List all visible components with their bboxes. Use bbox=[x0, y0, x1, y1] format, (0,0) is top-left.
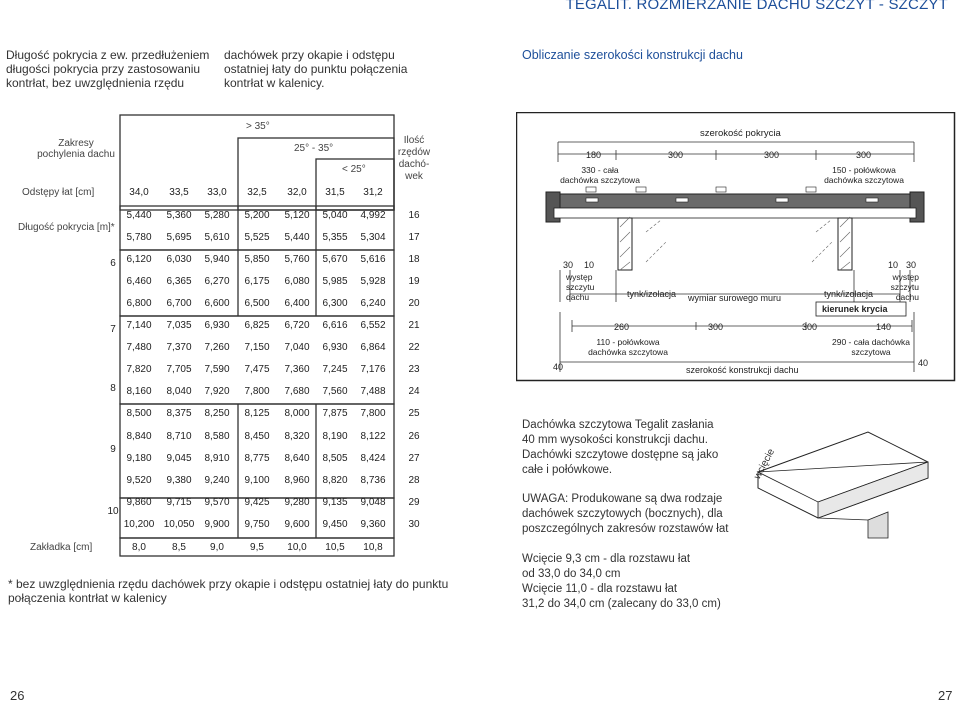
table-cell: 10,050 bbox=[163, 519, 195, 530]
top-left-line: dachówka szczytowa bbox=[560, 175, 640, 185]
row-count: 25 bbox=[408, 408, 420, 419]
table-cell: 6,080 bbox=[284, 276, 310, 287]
zakladka-value: 9,0 bbox=[210, 542, 224, 553]
desc1-line: 40 mm wysokości konstrukcji dachu. bbox=[522, 434, 708, 446]
table-cell: 6,700 bbox=[166, 298, 192, 309]
section-title: Obliczanie szerokości konstrukcji dachu bbox=[522, 48, 743, 62]
table-cell: 6,930 bbox=[322, 342, 348, 353]
bottom-dim: 260 bbox=[614, 322, 630, 332]
footnote bbox=[8, 577, 448, 605]
group-label: 8 bbox=[110, 383, 116, 394]
table-cell: 5,928 bbox=[360, 276, 386, 287]
table-cell: 8,250 bbox=[204, 408, 230, 419]
desc2-line: UWAGA: Produkowane są dwa rodzaje bbox=[522, 493, 723, 505]
table-cell: 8,960 bbox=[284, 475, 310, 486]
table-cell: 6,175 bbox=[244, 276, 270, 287]
note-mid-line: kontrłat w kalenicy. bbox=[224, 76, 325, 90]
table-cell: 6,600 bbox=[204, 298, 230, 309]
table-cell: 7,260 bbox=[204, 342, 230, 353]
table-cell: 8,450 bbox=[244, 431, 270, 442]
table-cell: 9,425 bbox=[244, 497, 270, 508]
table-cell: 8,160 bbox=[126, 386, 152, 397]
table-cell: 7,475 bbox=[244, 364, 270, 375]
note-mid-line: dachówek przy okapie i odstępu bbox=[224, 48, 395, 62]
table-cell: 6,460 bbox=[126, 276, 152, 287]
desc-wciecie bbox=[522, 552, 721, 612]
wystep-line: dachu bbox=[895, 292, 919, 302]
range-lt25: < 25° bbox=[342, 164, 366, 175]
row-count: 23 bbox=[408, 364, 420, 375]
table-cell: 7,035 bbox=[166, 320, 192, 331]
wystep-line: występ bbox=[566, 272, 593, 282]
kierunek-krycia: kierunek krycia bbox=[822, 304, 888, 314]
row-count: 24 bbox=[408, 386, 420, 397]
page-header: TEGALIT. ROZMIERZANIE DACHU SZCZYT - SZCZYT bbox=[565, 0, 948, 13]
desc3-line: 31,2 do 34,0 cm (zalecany do 33,0 cm) bbox=[522, 598, 721, 610]
table-cell: 8,190 bbox=[322, 431, 348, 442]
zakres-label-line: pochylenia dachu bbox=[37, 149, 115, 160]
top-right-label bbox=[804, 165, 924, 185]
table-cell: 7,370 bbox=[166, 342, 192, 353]
table-cell: 7,820 bbox=[126, 364, 152, 375]
group-label: 9 bbox=[110, 444, 116, 455]
table-cell: 9,380 bbox=[166, 475, 192, 486]
odstepy-label: Odstępy łat [cm] bbox=[22, 187, 95, 198]
group-label: 10 bbox=[107, 506, 119, 517]
table-cell: 10,200 bbox=[123, 519, 155, 530]
bottom-left-line: dachówka szczytowa bbox=[588, 347, 668, 357]
odstep-value: 32,5 bbox=[247, 187, 267, 198]
table-cell: 6,616 bbox=[322, 320, 348, 331]
row-count: 22 bbox=[408, 342, 420, 353]
table-cell: 5,780 bbox=[126, 232, 152, 243]
table-cell: 7,040 bbox=[284, 342, 310, 353]
table-cell: 7,150 bbox=[244, 342, 270, 353]
odstep-value: 33,5 bbox=[169, 187, 189, 198]
desc1-line: Dachówki szczytowe dostępne są jako bbox=[522, 449, 719, 461]
zakladka-value: 8,5 bbox=[172, 542, 186, 553]
table-cell: 6,500 bbox=[244, 298, 270, 309]
side-dim-left: 40 bbox=[553, 362, 564, 372]
table-cell: 5,360 bbox=[166, 210, 192, 221]
desc2-line: poszczególnych zakresów rozstawów łat bbox=[522, 523, 729, 535]
table-cell: 9,600 bbox=[284, 519, 310, 530]
table-cell: 8,000 bbox=[284, 408, 310, 419]
gable-tile-illustration bbox=[748, 420, 948, 540]
bottom-dim: 300 bbox=[708, 322, 724, 332]
table-cell: 5,850 bbox=[244, 254, 270, 265]
table-cell: 5,040 bbox=[322, 210, 348, 221]
table-cell: 5,940 bbox=[204, 254, 230, 265]
zakladka-value: 10,0 bbox=[287, 542, 307, 553]
group-label: 6 bbox=[110, 258, 116, 269]
zakres-label bbox=[37, 138, 115, 160]
row-count: 19 bbox=[408, 276, 420, 287]
table-cell: 6,400 bbox=[284, 298, 310, 309]
table-cell: 6,552 bbox=[360, 320, 386, 331]
zakladka-value: 8,0 bbox=[132, 542, 146, 553]
table-cell: 5,200 bbox=[244, 210, 270, 221]
bottom-right-line: szczytowa bbox=[851, 347, 891, 357]
table-cell: 8,910 bbox=[204, 453, 230, 464]
table-cell: 7,705 bbox=[166, 364, 192, 375]
desc1-line: całe i połówkowe. bbox=[522, 464, 613, 476]
table-cell: 8,122 bbox=[360, 431, 386, 442]
zakladka-value: 9,5 bbox=[250, 542, 264, 553]
table-cell: 7,245 bbox=[322, 364, 348, 375]
wciecie-label: wcięcie bbox=[752, 447, 778, 482]
page-number-left: 26 bbox=[10, 688, 25, 703]
table-cell: 7,488 bbox=[360, 386, 386, 397]
odstep-value: 33,0 bbox=[207, 187, 227, 198]
note-left-line: Długość pokrycia z ew. przedłużeniem bbox=[6, 48, 210, 62]
table-cell: 8,505 bbox=[322, 453, 348, 464]
table-cell: 8,640 bbox=[284, 453, 310, 464]
table-cell: 9,750 bbox=[244, 519, 270, 530]
table-cell: 6,030 bbox=[166, 254, 192, 265]
table-cell: 9,100 bbox=[244, 475, 270, 486]
odstep-value: 31,2 bbox=[363, 187, 383, 198]
note-left-line: kontrłat, bez uwzględnienia rzędu bbox=[6, 76, 185, 90]
table-cell: 8,040 bbox=[166, 386, 192, 397]
table-cell: 8,820 bbox=[322, 475, 348, 486]
tynk-left: tynk/izolacja bbox=[627, 289, 677, 299]
zakres-label-line: Zakresy bbox=[58, 138, 94, 149]
top-dim: 300 bbox=[668, 150, 684, 160]
table-cell: 7,680 bbox=[284, 386, 310, 397]
row-count: 16 bbox=[408, 210, 420, 221]
table-cell: 6,800 bbox=[126, 298, 152, 309]
top-right-line: 150 - połówkowa bbox=[832, 165, 896, 175]
desc3-line: Wcięcie 9,3 cm - dla rozstawu łat bbox=[522, 553, 691, 565]
wystep-line: występ bbox=[892, 272, 919, 282]
page-number-right: 27 bbox=[938, 688, 953, 703]
top-left-line: 330 - cała bbox=[581, 165, 619, 175]
szer-pokrycia-label: szerokość pokrycia bbox=[700, 128, 781, 139]
row-count: 20 bbox=[408, 298, 420, 309]
table-cell: 9,520 bbox=[126, 475, 152, 486]
ilosc-line: Ilość bbox=[403, 135, 425, 146]
row-count: 17 bbox=[408, 232, 420, 243]
table-cell: 8,424 bbox=[360, 453, 386, 464]
table-cell: 9,048 bbox=[360, 497, 386, 508]
bottom-left-label bbox=[578, 337, 678, 357]
group-label: 7 bbox=[110, 324, 116, 335]
table-cell: 8,840 bbox=[126, 431, 152, 442]
table-cell: 8,736 bbox=[360, 475, 386, 486]
footnote-line: połączenia kontrłat w kalenicy bbox=[8, 591, 167, 605]
table-cell: 9,135 bbox=[322, 497, 348, 508]
table-cell: 7,140 bbox=[126, 320, 152, 331]
top-right-line: dachówka szczytowa bbox=[824, 175, 904, 185]
desc1-line: Dachówka szczytowa Tegalit zasłania bbox=[522, 419, 714, 431]
left-small-dim: 30 bbox=[563, 260, 574, 270]
table-cell: 7,480 bbox=[126, 342, 152, 353]
table-cell: 9,360 bbox=[360, 519, 386, 530]
range-25-35: 25° - 35° bbox=[294, 143, 334, 154]
left-small-dim: 10 bbox=[584, 260, 595, 270]
table-cell: 7,920 bbox=[204, 386, 230, 397]
table-cell: 9,180 bbox=[126, 453, 152, 464]
table-cell: 6,825 bbox=[244, 320, 270, 331]
row-count: 27 bbox=[408, 453, 420, 464]
right-small-dim: 30 bbox=[906, 260, 917, 270]
row-count: 30 bbox=[408, 519, 420, 530]
ilosc-line: dachó- bbox=[398, 159, 430, 170]
zakladka-label: Zakładka [cm] bbox=[30, 542, 93, 553]
table-cell: 6,365 bbox=[166, 276, 192, 287]
zakladka-value: 10,5 bbox=[325, 542, 345, 553]
top-dim: 300 bbox=[764, 150, 780, 160]
wymiar-muru: wymiar surowego muru bbox=[688, 293, 782, 303]
zakladka-value: 10,8 bbox=[363, 542, 383, 553]
bottom-dim: 300 bbox=[802, 322, 818, 332]
note-mid-line: ostatniej łaty do punktu połączenia bbox=[224, 62, 408, 76]
table-cell: 5,304 bbox=[360, 232, 386, 243]
table-cell: 6,864 bbox=[360, 342, 386, 353]
table-cell: 7,590 bbox=[204, 364, 230, 375]
odstep-value: 32,0 bbox=[287, 187, 307, 198]
table-cell: 7,875 bbox=[322, 408, 348, 419]
table-cell: 8,710 bbox=[166, 431, 192, 442]
table-cell: 5,610 bbox=[204, 232, 230, 243]
table-cell: 9,280 bbox=[284, 497, 310, 508]
bottom-right-line: 290 - cała dachówka bbox=[832, 337, 910, 347]
table-cell: 9,715 bbox=[166, 497, 192, 508]
row-count: 26 bbox=[408, 431, 420, 442]
top-left-label bbox=[540, 165, 660, 185]
table-cell: 5,695 bbox=[166, 232, 192, 243]
table-cell: 8,500 bbox=[126, 408, 152, 419]
desc-tile-coverage bbox=[522, 418, 718, 478]
top-dim: 300 bbox=[856, 150, 872, 160]
desc3-line: Wcięcie 11,0 - dla rozstawu łat bbox=[522, 583, 678, 595]
wystep-line: szczytu bbox=[566, 282, 595, 292]
footnote-line: * bez uwzględnienia rzędu dachówek przy okapie i odstępu ostatniej łaty do punktu bbox=[8, 577, 449, 591]
right-small-dim: 10 bbox=[888, 260, 899, 270]
table-cell: 6,240 bbox=[360, 298, 386, 309]
szer-konstrukcji-label: szerokość konstrukcji dachu bbox=[686, 365, 799, 375]
table-cell: 6,300 bbox=[322, 298, 348, 309]
desc3-line: od 33,0 do 34,0 cm bbox=[522, 568, 621, 580]
row-count: 28 bbox=[408, 475, 420, 486]
wystep-right bbox=[883, 272, 919, 302]
table-cell: 6,930 bbox=[204, 320, 230, 331]
desc-note bbox=[522, 492, 728, 537]
table-cell: 5,525 bbox=[244, 232, 270, 243]
odstep-value: 34,0 bbox=[129, 187, 149, 198]
table-cell: 5,280 bbox=[204, 210, 230, 221]
table-cell: 8,580 bbox=[204, 431, 230, 442]
table-cell: 7,176 bbox=[360, 364, 386, 375]
tynk-right: tynk/izolacja bbox=[824, 289, 874, 299]
table-cell: 5,616 bbox=[360, 254, 386, 265]
row-count: 18 bbox=[408, 254, 420, 265]
table-cell: 7,800 bbox=[360, 408, 386, 419]
table-cell: 7,800 bbox=[244, 386, 270, 397]
dlugosc-label: Długość pokrycia [m]* bbox=[18, 222, 115, 233]
ilosc-line: wek bbox=[405, 171, 423, 182]
wystep-line: szczytu bbox=[890, 282, 919, 292]
table-cell: 6,720 bbox=[284, 320, 310, 331]
table-cell: 5,670 bbox=[322, 254, 348, 265]
table-cell: 9,045 bbox=[166, 453, 192, 464]
table-cell: 9,900 bbox=[204, 519, 230, 530]
table-cell: 5,760 bbox=[284, 254, 310, 265]
row-count: 21 bbox=[408, 320, 420, 331]
table-cell: 5,355 bbox=[322, 232, 348, 243]
table-cell: 6,270 bbox=[204, 276, 230, 287]
table-cell: 7,560 bbox=[322, 386, 348, 397]
side-dim-right: 40 bbox=[918, 358, 929, 368]
odstep-value: 31,5 bbox=[325, 187, 345, 198]
note-left-line: długości pokrycia przy zastosowaniu bbox=[6, 62, 201, 76]
wystep-line: dachu bbox=[566, 292, 590, 302]
table-cell: 5,440 bbox=[284, 232, 310, 243]
ilosc-line: rzędów bbox=[397, 147, 431, 158]
table-cell: 9,860 bbox=[126, 497, 152, 508]
desc2-line: dachówek szczytowych (bocznych), dla bbox=[522, 508, 723, 520]
bottom-dim: 140 bbox=[876, 322, 892, 332]
bottom-right-label bbox=[816, 337, 926, 357]
table-cell: 7,360 bbox=[284, 364, 310, 375]
table-cell: 8,375 bbox=[166, 408, 192, 419]
table-cell: 6,120 bbox=[126, 254, 152, 265]
ilosc-label bbox=[396, 135, 432, 183]
row-count: 29 bbox=[408, 497, 420, 508]
table-cell: 9,450 bbox=[322, 519, 348, 530]
table-cell: 9,240 bbox=[204, 475, 230, 486]
table-cell: 5,985 bbox=[322, 276, 348, 287]
wystep-left bbox=[566, 272, 602, 302]
table-cell: 5,120 bbox=[284, 210, 310, 221]
table-cell: 4,992 bbox=[360, 210, 386, 221]
table-cell: 8,125 bbox=[244, 408, 270, 419]
table-cell: 8,320 bbox=[284, 431, 310, 442]
table-cell: 9,570 bbox=[204, 497, 230, 508]
top-dim: 180 bbox=[586, 150, 602, 160]
bottom-left-line: 110 - połówkowa bbox=[596, 337, 660, 347]
range-gt35: > 35° bbox=[246, 121, 270, 132]
table-cell: 5,440 bbox=[126, 210, 152, 221]
table-cell: 8,775 bbox=[244, 453, 270, 464]
